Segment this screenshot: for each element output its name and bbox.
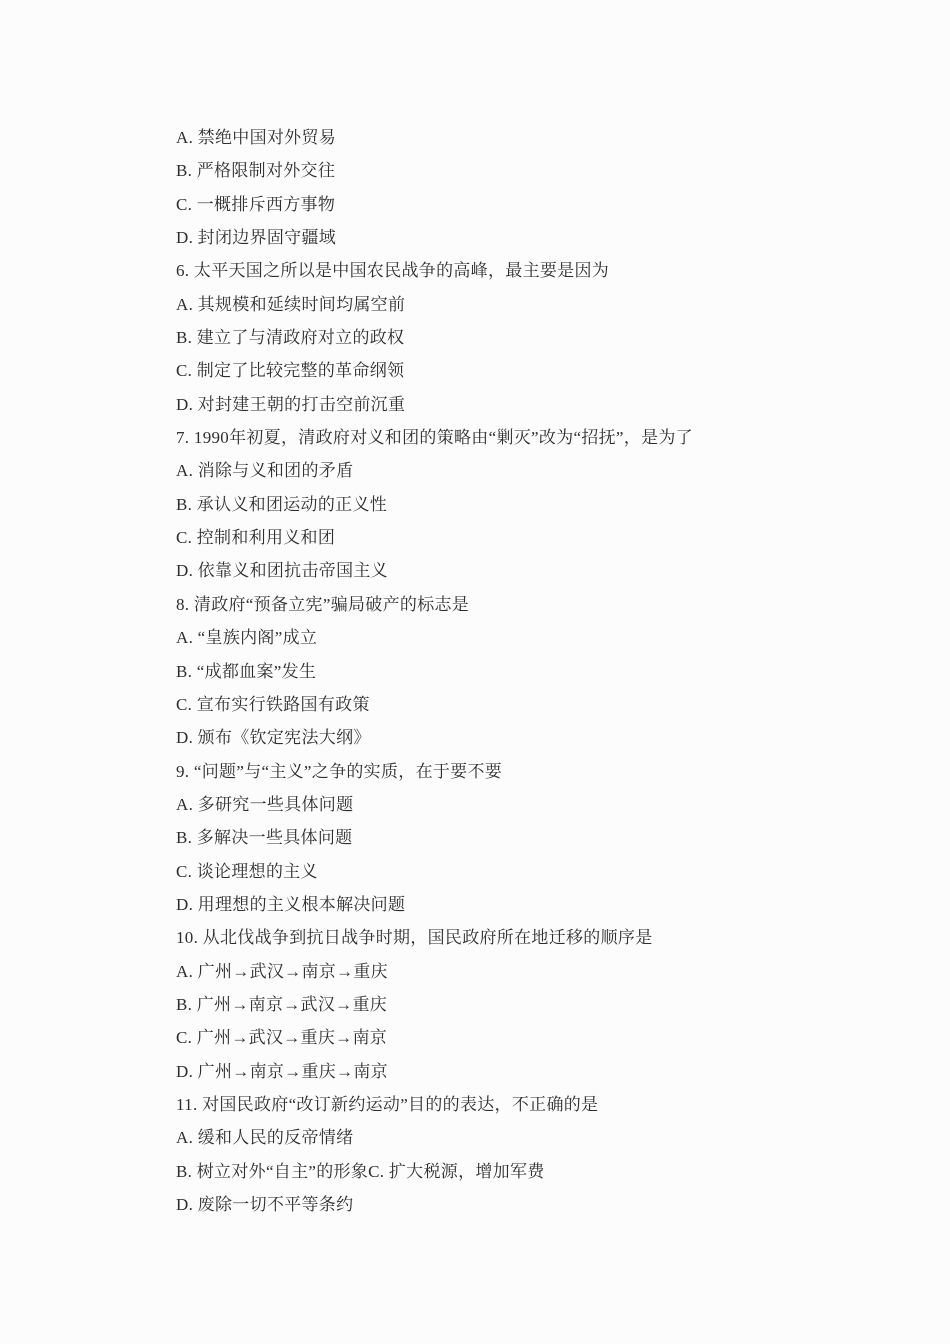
question-stem: 8. 清政府“预备立宪”骗局破产的标志是 — [176, 594, 470, 614]
option-line: B. “成都血案”发生 — [176, 661, 317, 681]
question-stem: 6. 太平天国之所以是中国农民战争的高峰，最主要是因为 — [176, 261, 610, 281]
option-line: A. 缓和人民的反帝情绪 — [176, 1128, 354, 1148]
question-list — [176, 121, 896, 1221]
option-line: D. 广州→南京→重庆→南京 — [176, 1061, 388, 1081]
option-line: C. 一概排斥西方事物 — [176, 194, 336, 214]
option-line: C. 谈论理想的主义 — [176, 861, 318, 881]
option-line: A. 消除与义和团的矛盾 — [176, 461, 354, 481]
option-line: A. 广州→武汉→南京→重庆 — [176, 961, 388, 981]
option-line: B. 广州→南京→武汉→重庆 — [176, 994, 388, 1014]
option-line: D. 依靠义和团抗击帝国主义 — [176, 561, 388, 581]
option-line: A. 多研究一些具体问题 — [176, 794, 354, 814]
option-line: D. 对封建王朝的打击空前沉重 — [176, 394, 406, 414]
option-line: C. 控制和利用义和团 — [176, 528, 336, 548]
option-line: D. 颁布《钦定宪法大纲》 — [176, 728, 371, 748]
question-stem: 10. 从北伐战争到抗日战争时期，国民政府所在地迁移的顺序是 — [176, 928, 653, 948]
option-line: B. 多解决一些具体问题 — [176, 828, 353, 848]
question-stem: 11. 对国民政府“改订新约运动”目的的表达，不正确的是 — [176, 1094, 599, 1114]
option-line: C. 制定了比较完整的革命纲领 — [176, 361, 405, 381]
option-line: D. 封闭边界固守疆域 — [176, 228, 337, 248]
option-line: D. 废除一切不平等条约 — [176, 1195, 354, 1214]
option-line: B. 建立了与清政府对立的政权 — [176, 328, 405, 348]
question-stem: 7. 1990年初夏，清政府对义和团的策略由“剿灭”改为“招抚”，是为了 — [176, 428, 693, 448]
option-line: B. 树立对外“自主”的形象C. 扩大税源，增加军费 — [176, 1161, 545, 1181]
option-line: B. 承认义和团运动的正义性 — [176, 494, 388, 514]
option-line: B. 严格限制对外交往 — [176, 161, 336, 181]
option-line: A. 禁绝中国对外贸易 — [176, 128, 337, 147]
option-line: C. 广州→武汉→重庆→南京 — [176, 1028, 388, 1048]
option-line: D. 用理想的主义根本解决问题 — [176, 894, 406, 914]
option-line: A. 其规模和延续时间均属空前 — [176, 294, 406, 314]
question-stem: 9. “问题”与“主义”之争的实质，在于要不要 — [176, 761, 503, 781]
option-line: A. “皇族内阁”成立 — [176, 628, 318, 648]
option-line: C. 宣布实行铁路国有政策 — [176, 694, 370, 714]
